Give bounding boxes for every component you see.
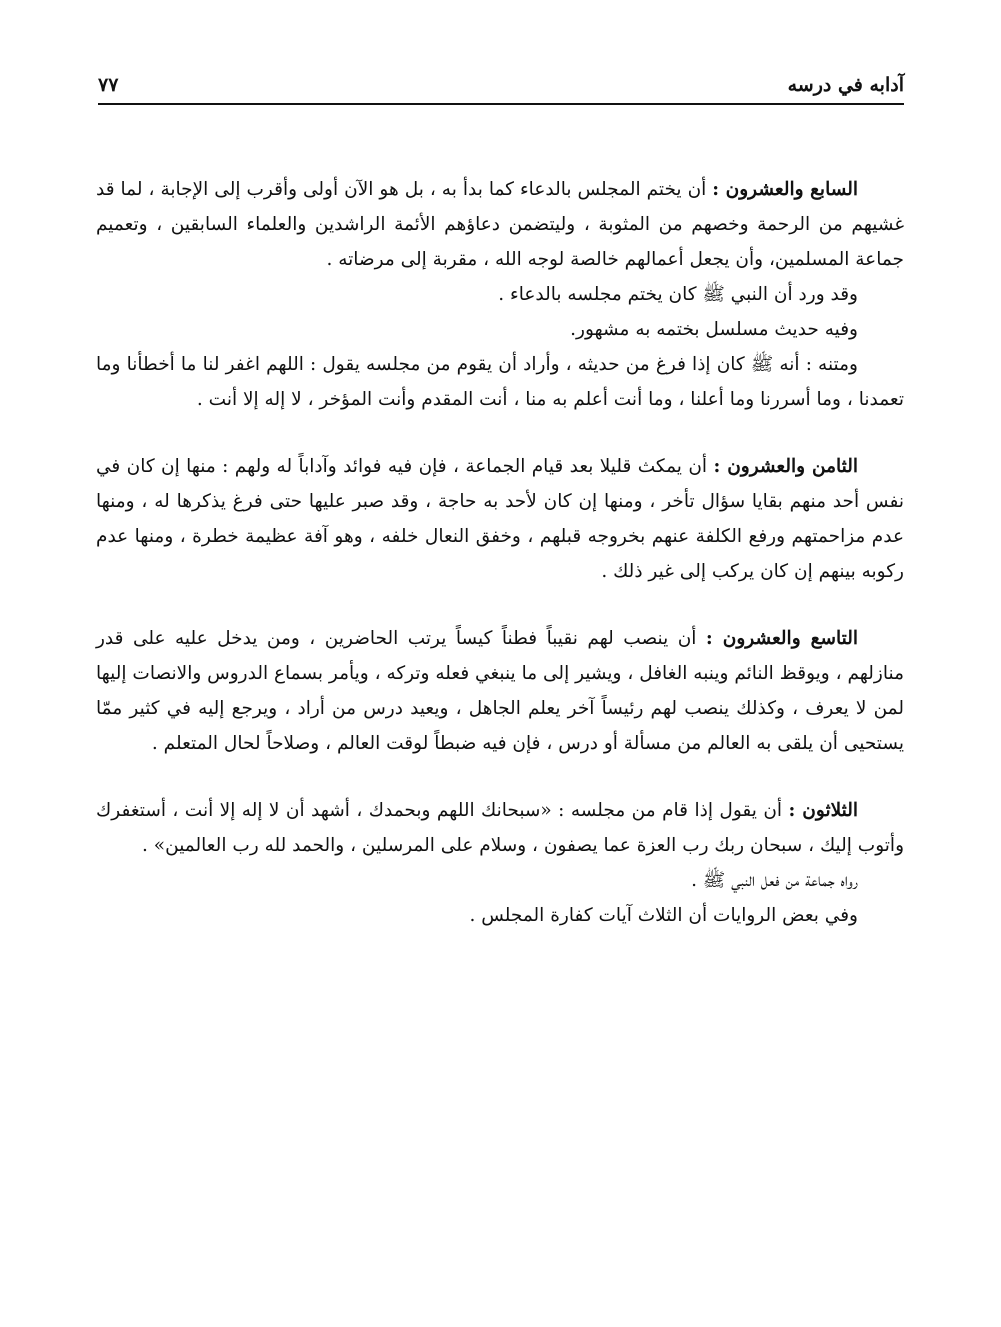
header-divider <box>98 103 904 105</box>
section-30-text: أن يقول إذا قام من مجلسه : «سبحانك اللهم وبحمدك ، أشهد أن لا إله إلا أنت ، أستغفرك وأتوب إليك ، سبحان ربك رب العزة عما يصفون ، وسلام على المرسلين ، والحمد لله رب العالمين» . <box>96 800 904 856</box>
section-28-heading: الثامن والعشرون : <box>713 456 858 477</box>
section-29-text: أن ينصب لهم نقيباً فطناً كيساً يرتب الحاضرين ، ومن يدخل عليه على قدر منازلهم ، ويوقظ النائم وينبه الغافل ، ويشير إلى ما ينبغي فعله وتركه ، ويأمر بسماع الدروس والانصات إليها لمن لا يعرف ، وكذلك ينصب لهم رئيساً آخر يعلم الجاهل ، ويعيد درس من أراد ، ويرجع إليه في كثير ممّا يستحيى أن يلقى به العالم من مسألة أو درس ، فإن فيه ضبطاً لوقت العالم ، وصلاحاً لحال المتعلم . <box>96 628 904 754</box>
section-29-heading: التاسع والعشرون : <box>705 628 859 649</box>
section-27-heading: السابع والعشرون : <box>712 179 858 200</box>
running-header <box>98 74 904 100</box>
section-gap <box>96 417 904 449</box>
section-28-paragraph <box>96 449 904 589</box>
page-number: ٧٧ <box>98 74 119 96</box>
section-27-paragraph <box>96 172 904 277</box>
section-gap <box>96 761 904 793</box>
section-27-narration: وقد ورد أن النبي ﷺ كان يختم مجلسه بالدعاء . <box>498 284 858 305</box>
running-title: آدابه في درسه <box>787 74 904 96</box>
section-29-paragraph <box>96 621 904 761</box>
section-28-text: أن يمكث قليلا بعد قيام الجماعة ، فإن فيه فوائد وآداباً له ولهم : منها إن كان في نفس أحد منهم بقايا سؤال تأخر ، ومنها إن كان لأحد به حاجة ، وقد صبر عليها حتى فرغ يذكرها له ، ومنها عدم مزاحمتهم ورفع الكلفة عنهم بخروجه قبلهم ، وخفق النعال خلفه ، وهو آفة عظيمة خطرة ، ومنها عدم ركوبه بينهم إن كان يركب إلى غير ذلك . <box>96 456 904 582</box>
section-30-note: وفي بعض الروايات أن الثلاث آيات كفارة المجلس . <box>469 905 858 926</box>
section-27-hadith-note: وفيه حديث مسلسل بختمه به مشهور. <box>570 319 858 340</box>
section-gap <box>96 589 904 621</box>
section-30-narration: رواه جماعة من فعل النبي ﷺ . <box>691 870 858 891</box>
main-text <box>96 172 904 933</box>
section-30-paragraph <box>96 793 904 863</box>
section-27-text: أن يختم المجلس بالدعاء كما بدأ به ، بل هو الآن أولى وأقرب إلى الإجابة ، لما قد غشيهم من الرحمة وخصهم من المثوبة ، وليتضمن دعاؤهم الأئمة الراشدين والعلماء السابقين ، وتعميم جماعة المسلمين، وأن يجعل أعمالهم خالصة لوجه الله ، مقربة إلى مرضاته . <box>96 179 904 270</box>
section-27-hadith-text: ومتنه : أنه ﷺ كان إذا فرغ من حديثه ، وأراد أن يقوم من مجلسه يقول : اللهم اغفر لنا ما أخطأنا وما تعمدنا ، وما أسررنا وما أعلنا ، وما أنت أعلم به منا ، أنت المقدم وأنت المؤخر ، لا إله إلا أنت . <box>96 354 904 410</box>
section-30-heading: الثلاثون : <box>788 800 858 821</box>
